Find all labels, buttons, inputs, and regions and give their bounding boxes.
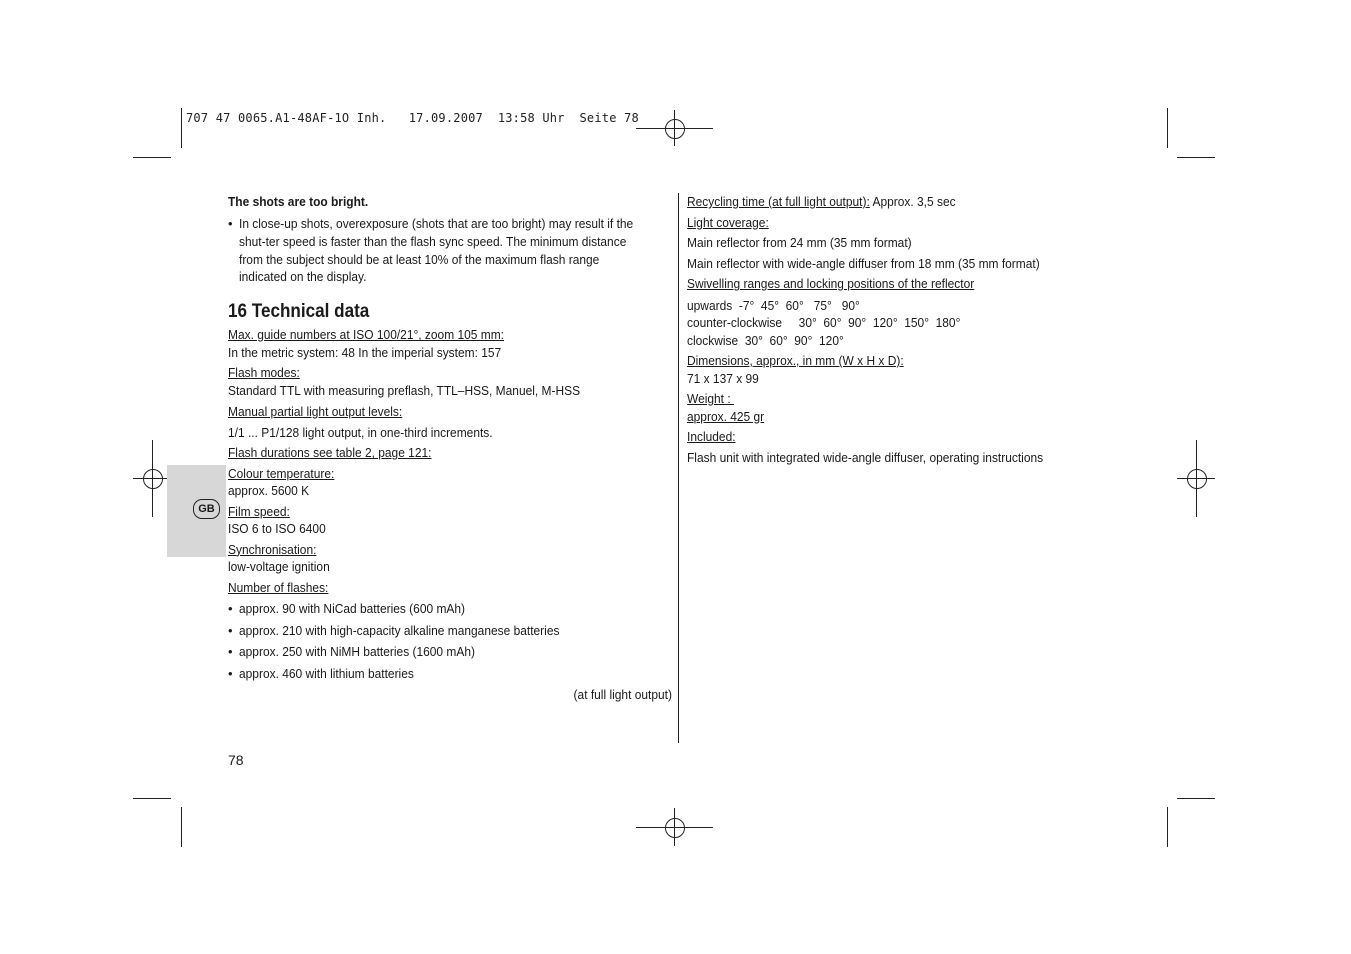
swivel-clockwise: clockwise 30° 60° 90° 120° <box>687 332 844 348</box>
crop-mark-tr-v <box>1167 108 1168 148</box>
dimensions-label: Dimensions, approx., in mm (W x H x D): <box>687 353 904 368</box>
crop-mark-bl-v <box>181 807 182 847</box>
section-title: 16 Technical data <box>228 301 370 323</box>
colour-temperature-label: Colour temperature: <box>228 465 335 481</box>
registration-mark-bottom <box>665 818 685 838</box>
weight-label: Weight : <box>687 391 734 406</box>
colour-temperature-value: approx. 5600 K <box>228 483 310 499</box>
synchronisation-value: low-voltage ignition <box>228 559 330 575</box>
page-number: 78 <box>228 752 244 768</box>
film-speed-value: ISO 6 to ISO 6400 <box>228 521 326 537</box>
registration-line-top-v <box>674 110 675 146</box>
flash-modes-label: Flash modes: <box>228 365 300 381</box>
number-of-flashes-label: Number of flashes: <box>228 579 329 595</box>
light-coverage-label: Light coverage: <box>687 214 769 230</box>
weight-value: approx. 425 gr <box>687 408 765 424</box>
guide-numbers-label: Max. guide numbers at ISO 100/21°, zoom 105 mm: <box>228 327 505 343</box>
crop-mark-tr-h <box>1177 157 1215 158</box>
column-divider <box>678 193 679 743</box>
registration-line-left-v <box>152 440 153 517</box>
partial-output-value: 1/1 ... P1/128 light output, in one-third increments. <box>228 424 493 440</box>
flash-modes-value: Standard TTL with measuring preflash, TTL–HSS, Manuel, M-HSS <box>228 382 581 398</box>
list-item: • approx. 250 with NiMH batteries (1600 mAh) <box>228 644 475 660</box>
flashes-note-row <box>228 686 672 704</box>
swivel-counter-clockwise: counter-clockwise 30° 60° 90° 120° 150° 180° <box>687 315 961 330</box>
swivel-label: Swivelling ranges and locking positions of the reflector <box>687 276 975 291</box>
crop-mark-tl-h <box>133 157 171 158</box>
registration-line-right-v <box>1196 440 1197 517</box>
crop-mark-tl-v <box>181 108 182 148</box>
flash-durations-label: Flash durations see table 2, page 121: <box>228 445 432 461</box>
language-badge: GB <box>193 499 220 519</box>
list-item: • approx. 90 with NiCad batteries (600 mAh) <box>228 601 466 617</box>
recycling-label: Recycling time (at full light output): <box>687 194 870 209</box>
problem-bullet-text: In close-up shots, overexposure (shots that are too bright) may result if the shut-ter speed is faster than the flash sync speed. The minimum distance from the subject should be at least 10% of the maximum flash range indicated on the display. <box>239 216 634 285</box>
left-column <box>228 193 672 704</box>
list-item: • approx. 460 with lithium batteries <box>228 665 414 681</box>
included-label: Included: <box>687 429 736 444</box>
problem-bullet: • In close-up shots, overexposure (shots that are too bright) may result if the shut-ter speed is faster than the flash sync speed. The minimum distance from the subject should be at least 10% of the maximum flash range indicated on the display. <box>228 215 672 286</box>
film-speed-label: Film speed: <box>228 503 290 519</box>
light-coverage-diffuser: Main reflector with wide-angle diffuser from 18 mm (35 mm format) <box>687 255 1040 271</box>
swivel-upwards: upwards -7° 45° 60° 75° 90° <box>687 297 860 313</box>
registration-mark-left <box>143 469 163 489</box>
print-header-stamp: 707 47 0065.A1-48AF-1O Inh. 17.09.2007 13:58 Uhr Seite 78 <box>186 111 639 125</box>
problem-title: The shots are too bright. <box>228 194 369 209</box>
flashes-note: (at full light output) <box>573 687 672 703</box>
partial-output-label: Manual partial light output levels: <box>228 404 403 420</box>
right-column <box>687 193 1107 466</box>
guide-numbers-value: In the metric system: 48 In the imperial system: 157 <box>228 344 502 360</box>
list-item: • approx. 210 with high-capacity alkaline manganese batteries <box>228 622 560 638</box>
registration-mark-top <box>665 119 685 139</box>
dimensions-value: 71 x 137 x 99 <box>687 370 759 386</box>
crop-mark-br-h <box>1177 798 1215 799</box>
light-coverage-main: Main reflector from 24 mm (35 mm format) <box>687 235 912 250</box>
registration-mark-right <box>1187 469 1207 489</box>
recycling-row <box>687 193 1073 211</box>
crop-mark-bl-h <box>133 798 171 799</box>
included-value: Flash unit with integrated wide-angle diffuser, operating instructions <box>687 449 1044 465</box>
synchronisation-label: Synchronisation: <box>228 541 317 557</box>
registration-line-bottom-v <box>674 808 675 846</box>
crop-mark-br-v <box>1167 807 1168 847</box>
recycling-value: Approx. 3,5 sec <box>869 194 956 209</box>
